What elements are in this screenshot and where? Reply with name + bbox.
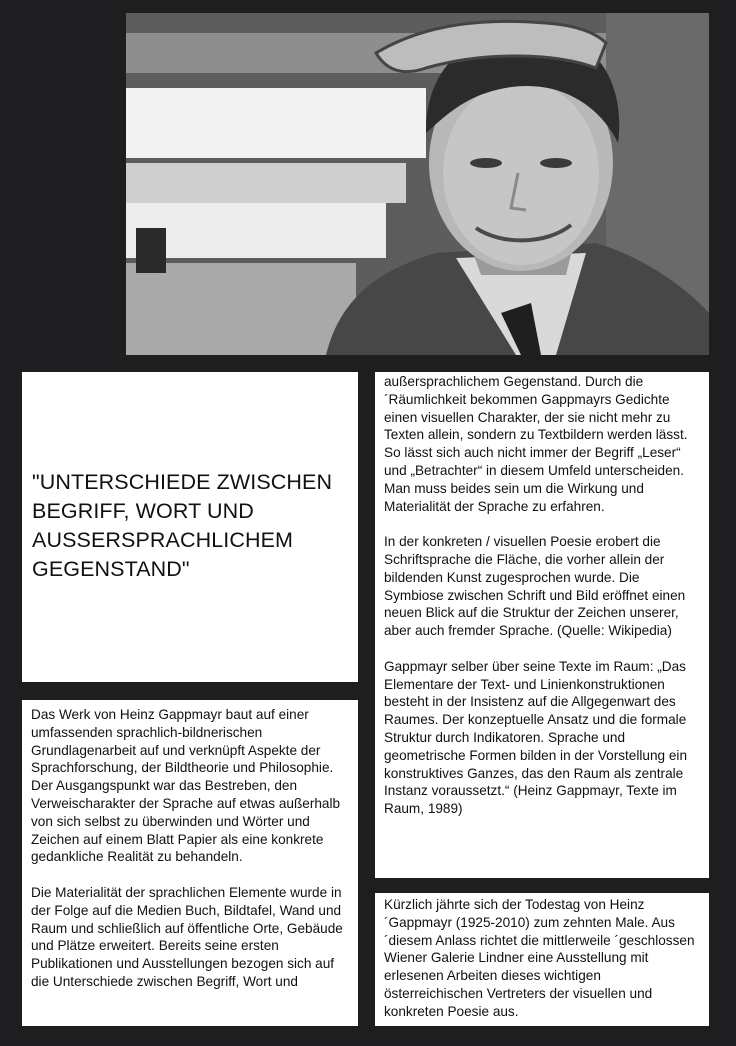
paragraph: außersprachlichem Gegenstand. Durch die ´Räumlichkeit bekommen Gappmayrs Gedichte einen visuellen Charakter, der sie nicht mehr zu Texten allein, sondern zu Textbildern werden lässt. So lässt sich auch nicht immer der Begriff „Leser“ und „Betrachter“ in diesem Umfeld unterscheiden. Man muss beides sein um die Wirkung und Materialität der Sprache zu erfahren. [384,374,688,514]
closing-text [384,896,702,1021]
continuation-text-panel [375,372,709,878]
paragraph: Das Werk von Heinz Gappmayr baut auf einer umfassenden sprachlich-bildnerischen Grundlagenarbeit auf und verknüpft Aspekte der Sprachforschung, der Bildtheorie und Philosophie. Der Ausgangspunkt war das Bestreben, den Verweischarakter der Sprache auf etwas außerhalb von sich selbst zu überwinden und Wörter und Zeichen auf einem Blatt Papier als eine konkrete gedankliche Realität zu behandeln. [31,707,341,865]
portrait-photo [126,13,709,355]
paragraph: In der konkreten / visuellen Poesie erobert die Schriftsprache die Fläche, die vorher allein der bildenden Kunst zugesprochen wurde. Die Symbiose zwischen Schrift und Bild eröffnet einen neuen Blick auf die Struktur der Zeichen unserer, aber auch fremder Sprache. (Quelle: Wikipedia) [384,534,686,639]
continuation-text [384,373,702,818]
closing-text-panel [375,893,709,1026]
paragraph: Kürzlich jährte sich der Todestag von Heinz ´Gappmayr (1925-2010) zum zehnten Male. Aus ´diesem Anlass richtet die mittlerweile ´geschlossen Wiener Galerie Lindner eine Ausstellung mit erlesenen Arbeiten dieses wichtigen österreichischen Vertreters der visuellen und konkreten Poesie aus. [384,897,695,1019]
quote-panel [22,372,358,682]
paragraph: Die Materialität der sprachlichen Elemente wurde in der Folge auf die Medien Buch, Bildtafel, Wand und Raum und schließlich auf öffentliche Orte, Gebäude und Plätze erweitert. Bereits seine ersten Publikationen und Ausstellungen bezogen sich auf die Unterschiede zwischen Begriff, Wort und [31,884,343,989]
intro-text [31,706,351,991]
pull-quote: "UNTERSCHIEDE ZWISCHEN BEGRIFF, WORT UND AUSSERSPRACHLICHEM GEGENSTAND" [32,470,333,581]
intro-text-panel [22,700,358,1026]
paragraph: Gappmayr selber über seine Texte im Raum: „Das Elementare der Text- und Linienkonstruktionen besteht in der Insistenz auf die Allgegenwart des Raumes. Der konzeptuelle Ansatz und die formale Struktur durch Indikatoren. Sprache und geometrische Formen bilden in der Vorstellung ein konstruktives Ganzes, das den Raum als zentrale Instanz voraussetzt.“ (Heinz Gappmayr, Texte im Raum, 1989) [384,658,688,817]
